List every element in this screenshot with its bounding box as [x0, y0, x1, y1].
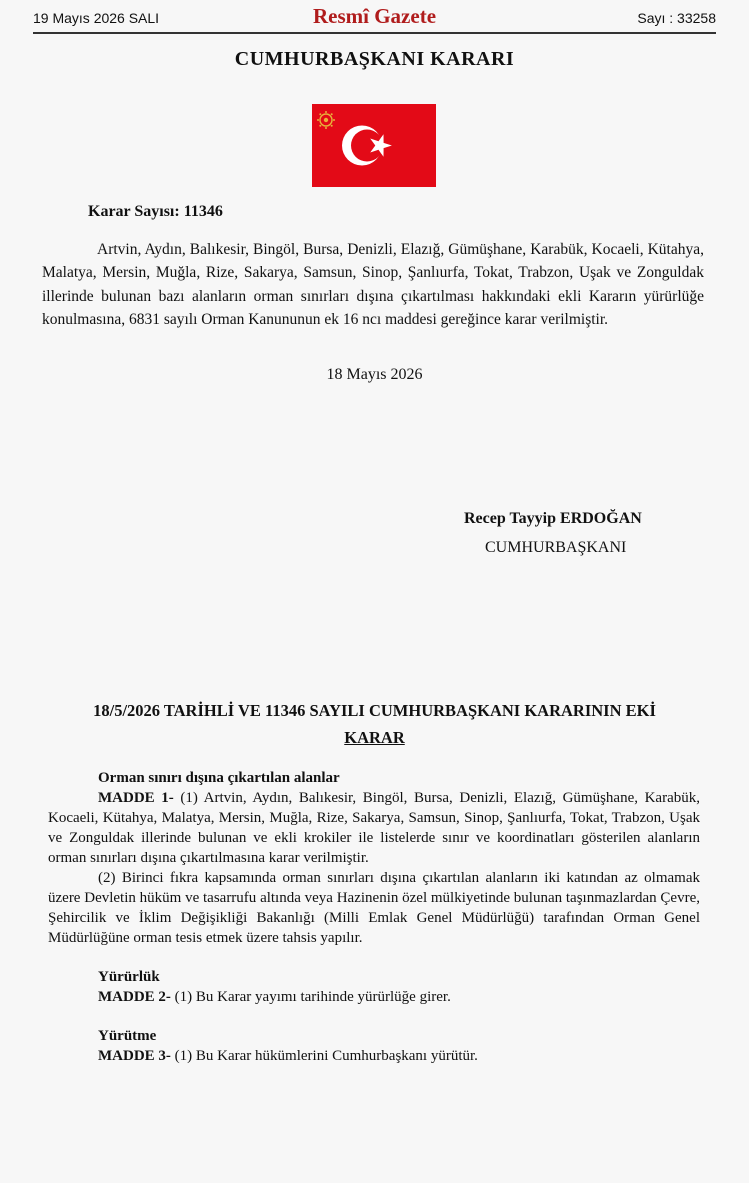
article-2-text: (1) Bu Karar yayımı tarihinde yürürlüğe girer. — [170, 989, 451, 1005]
decision-body — [42, 238, 704, 332]
article-2-label: MADDE 2- — [98, 989, 171, 1005]
signatory-title: CUMHURBAŞKANI — [485, 539, 627, 556]
article-3 — [48, 1046, 700, 1066]
issue-number: Sayı : 33258 — [637, 10, 716, 26]
decision-paragraph: Artvin, Aydın, Balıkesir, Bingöl, Bursa, Denizli, Elazığ, Gümüşhane, Karabük, Kocaeli, Kütahya, Malatya, Mersin, Muğla, Rize, Sakarya, Samsun, Sinop, Şanlıurfa, Tokat, Trabzon, Uşak ve Zonguldak illerinde bulunan bazı alanların orman sınırları dışına çıkartılması hakkındaki ekli Kararın yürürlüğe konulmasına, 6831 sayılı Orman Kanununun ek 16 ncı maddesi gereğince karar verilmiştir. — [42, 241, 704, 329]
header-divider — [33, 32, 716, 34]
article-1-text: (1) Artvin, Aydın, Balıkesir, Bingöl, Bursa, Denizli, Elazığ, Gümüşhane, Karabük, Kocaeli, Kütahya, Malatya, Mersin, Muğla, Rize, Sakarya, Samsun, Sinop, Şanlıurfa, Tokat, Trabzon, Uşak ve Zonguldak illerinde bulunan ve ekli krokiler ile listelerde sınır ve koordinatları gösterilen alanların orman sınırları dışına çıkartılmasına karar verilmiştir. — [48, 790, 700, 866]
gazette-header — [33, 4, 716, 30]
document-title: CUMHURBAŞKANI KARARI — [234, 48, 515, 70]
section-heading-effect: Yürürlük — [98, 969, 160, 985]
issue-date: 19 Mayıs 2026 SALI — [33, 10, 160, 26]
article-1-paragraph-2: (2) Birinci fıkra kapsamında orman sınırları dışına çıkartılan alanların iki katından az olmamak üzere Devletin hüküm ve tasarrufu altında veya Hazinenin özel mülkiyetinde bulunan taşınmazlardan Çevre, Şehircilik ve İklim Değişikliği Bakanlığı (Milli Emlak Genel Müdürlüğü) tarafından Orman Genel Müdürlüğüne orman tesis etmek üzere tahsis yapılır. — [48, 870, 700, 946]
signatory-name: Recep Tayyip ERDOĞAN — [464, 510, 642, 527]
presidential-emblem-icon — [317, 111, 335, 129]
decision-number: Karar Sayısı: 11346 — [88, 203, 223, 220]
turkish-flag-icon — [312, 104, 436, 187]
section-heading-forest: Orman sınırı dışına çıkartılan alanlar — [98, 770, 340, 786]
annex-title — [40, 697, 709, 751]
gazette-brand: Resmî Gazete — [312, 4, 437, 28]
article-1 — [48, 788, 700, 868]
article-2 — [48, 987, 700, 1007]
article-3-text: (1) Bu Karar hükümlerini Cumhurbaşkanı yürütür. — [170, 1048, 478, 1064]
article-3-label: MADDE 3- — [98, 1048, 171, 1064]
decision-date: 18 Mayıs 2026 — [326, 366, 423, 383]
section-heading-execution: Yürütme — [98, 1028, 157, 1044]
annex-body — [48, 768, 700, 1066]
annex-subtitle: KARAR — [344, 728, 405, 747]
annex-title-line: 18/5/2026 TARİHLİ VE 11346 SAYILI CUMHURBAŞKANI KARARININ EKİ — [93, 701, 656, 720]
article-1-label: MADDE 1- — [98, 790, 174, 806]
